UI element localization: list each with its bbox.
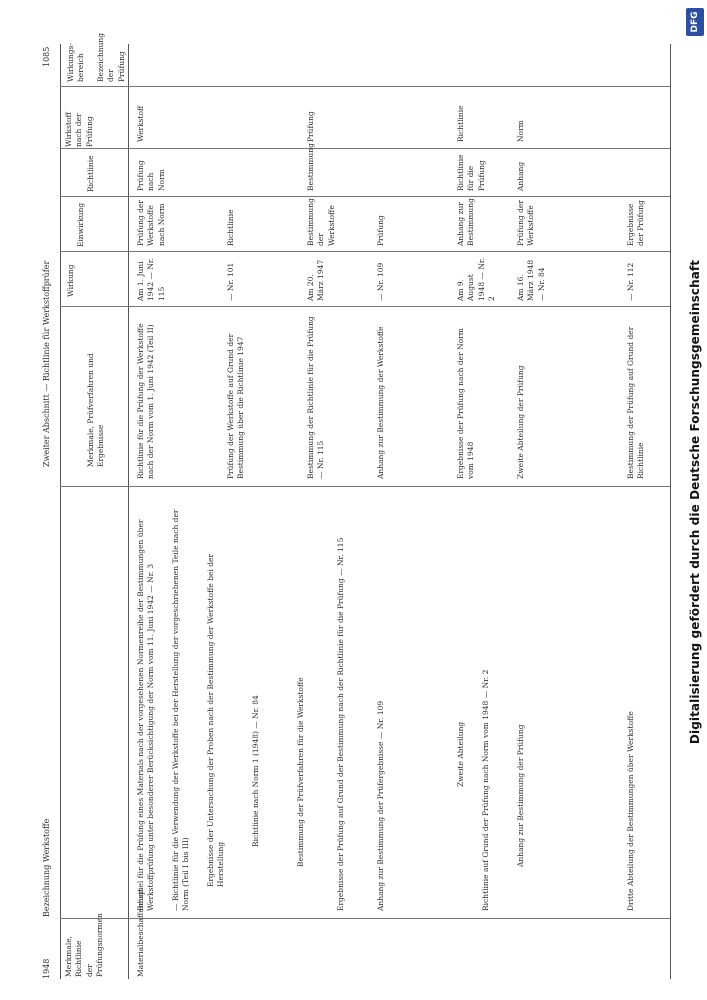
col1-text: Ergebnisse der Prüfung auf Grund der Bestimmung nach der Richtlinie für die Prüfung — Nr. 115: [336, 537, 345, 911]
page-bottom-rule: [670, 44, 671, 979]
column-header-1: Merkmale, Prüfverfahren und Ergebnisse: [86, 353, 106, 467]
col2-text: Anhang zur Bestimmung der Werkstoffe: [376, 326, 385, 479]
col5-text: Prüfung nach Norm: [136, 160, 166, 191]
col4-text: Prüfung der Werkstoffe: [516, 200, 536, 246]
header-bottom-rule: [128, 44, 129, 979]
dfg-banner: [683, 4, 705, 998]
col3-text: Am 20. März 1947: [306, 259, 326, 301]
col4-text: Bestimmung der Werkstoffe: [306, 198, 336, 246]
column-header-3: Einwirkung: [76, 202, 85, 247]
col1-text: Zweite Abteilung: [456, 721, 465, 787]
column-header-7: Bezeichnung der Prüfung: [96, 32, 126, 82]
running-head-center-title: Zweiter Abschnitt — Richtlinie für Werkstoffprüfer: [42, 260, 51, 467]
dfg-logo-text: DFG: [690, 11, 700, 33]
col4-text: Ergebnisse der Prüfung: [626, 200, 646, 246]
column-separator-c: [60, 306, 670, 307]
col1-text: Anhang zur Bestimmung der Prüfung: [516, 724, 525, 867]
col1-text: Ergebnisse der Untersuchung der Proben nach der Bestimmung der Werkstoffe bei der Herstellung: [206, 553, 226, 887]
col4-text: Richtlinie: [226, 209, 235, 246]
running-head-page-number: 1085: [42, 46, 51, 67]
col3-text: — Nr. 112: [626, 262, 635, 301]
column-separator-f: [60, 148, 670, 149]
col2-text: Bestimmung der Richtlinie für die Prüfung — Nr. 115: [306, 316, 326, 479]
col1-text: Beispiel für die Prüfung eines Materials nach der vorgesehenen Normenreihe der Bestimmungen über Werkstoffprüfung unter besonderer Berücksichtigung der Norm vom 11. Juni 1942 — Nr. 3: [136, 519, 156, 911]
col4-text: Prüfung der Werkstoffe nach Norm: [136, 200, 166, 246]
col4-text: Anhang zur Bestimmung: [456, 198, 476, 246]
col1-text: — Richtlinie für die Verwendung der Werkstoffe bei der Herstellung der vorgeschriebenen Teile nach der Norm (Teil I bis III): [171, 509, 191, 911]
col3-text: Am 9. August 1948 — Nr. 2: [456, 257, 497, 301]
col4-text: Prüfung: [376, 215, 385, 246]
col5-text: Richtlinie für die Prüfung: [456, 154, 486, 191]
col6-text: Werkstoff: [136, 105, 145, 142]
running-head-left-title: Bezeichnung Werkstoffe: [42, 818, 51, 917]
header-top-rule: [60, 44, 61, 979]
column-header-5: Wirkstoff nach der Prüfung: [64, 112, 94, 147]
col6-text: Norm: [516, 120, 525, 142]
col6-text: Prüfung: [306, 111, 315, 142]
column-header-6: Wirkungs- bereich: [66, 43, 86, 82]
column-header-4: Richtlinie: [86, 155, 95, 192]
col1-text: Anhang zur Bestimmung der Prüfergebnisse — Nr. 109: [376, 700, 385, 911]
rotated-document-sheet: [36, 32, 681, 987]
col1-text: Richtlinie auf Grund der Prüfung nach Norm vom 1948 — Nr. 2: [481, 669, 490, 911]
col1-text: Richtlinie nach Norm 1 (1948) — Nr. 84: [251, 695, 260, 847]
col3-text: — Nr. 109: [376, 262, 385, 301]
column-header-2: Wirkung: [66, 264, 75, 297]
col2-text: Prüfung der Werkstoffe auf Grund der Bestimmung über die Richtlinie 1947: [226, 333, 246, 479]
col1-text: Bestimmung der Prüfverfahren für die Werkstoffe: [296, 677, 305, 867]
col3-text: Am 16. März 1948 — Nr. 84: [516, 259, 546, 301]
left-header: Merkmale, Richtlinie der Prüfungsnormen: [64, 913, 105, 977]
column-separator-d: [60, 251, 670, 252]
col2-text: Zweite Abteilung der Prüfung: [516, 365, 525, 479]
column-separator-a: [60, 918, 670, 919]
col2-text: Bestimmung der Prüfung auf Grund der Richtlinie: [626, 326, 646, 479]
column-separator-e: [60, 196, 670, 197]
col5-text: Bestimmung: [306, 143, 315, 191]
row-label: Materialbeschaffenheit: [136, 888, 145, 977]
digitization-notice: Digitalisierung gefördert durch die Deutsche Forschungsgemeinschaft: [688, 259, 702, 745]
column-separator-g: [60, 86, 670, 87]
col2-text: Richtlinie für die Prüfung der Werkstoffe nach der Norm vom 1. Juni 1942 (Teil II): [136, 323, 156, 479]
col3-text: Am 1. Juni 1942 — Nr. 115: [136, 257, 166, 301]
col5-text: Anhang: [516, 161, 525, 191]
column-separator-b: [60, 486, 670, 487]
running-head-year: 1948: [42, 958, 51, 979]
col6-text: Richtlinie: [456, 105, 465, 142]
col2-text: Ergebnisse der Prüfung nach der Norm vom 1948: [456, 328, 476, 479]
col1-text: Dritte Abteilung der Bestimmungen über Werkstoffe: [626, 711, 635, 911]
col3-text: — Nr. 101: [226, 262, 235, 301]
